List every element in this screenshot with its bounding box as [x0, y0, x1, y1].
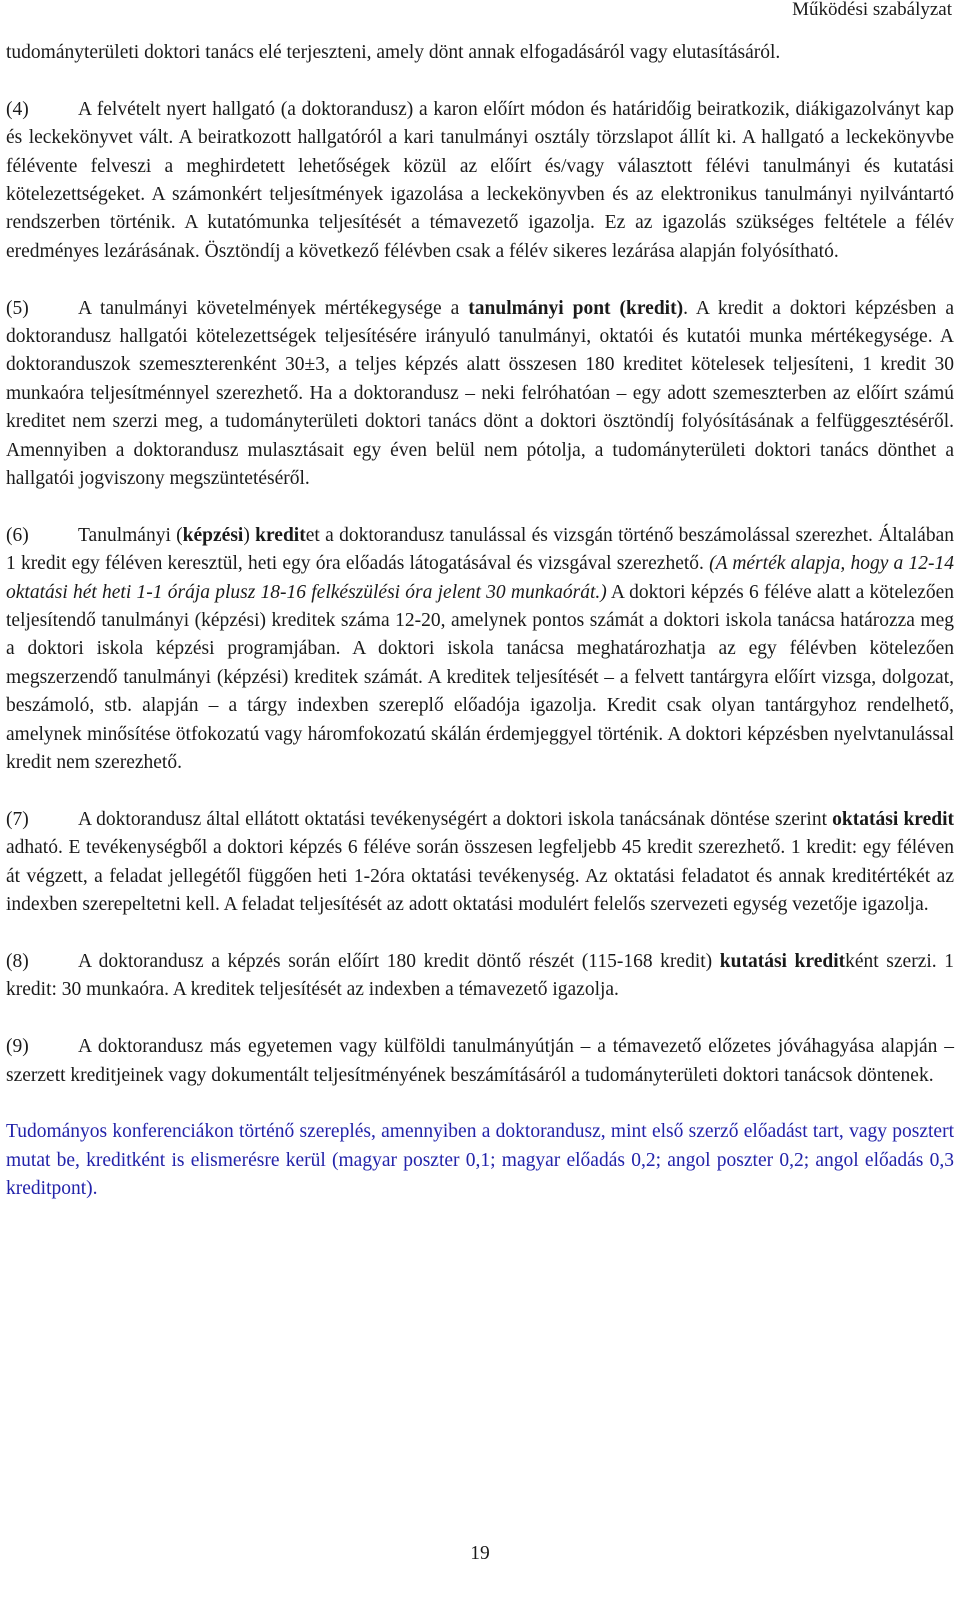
paragraph-text: A doktori képzés 6 féléve alatt a kötelezően teljesítendő tanulmányi (képzési) kreditek száma 12-20, amelynek pontos számát a doktori iskola tanácsa határozza meg a doktori iskola képzési programjában. A doktori iskola tanácsa meghatározhatja az egy félévben kötelezően megszerzendő tanulmányi (képzési) kreditek számát. A kreditek teljesítését – a felvett tantárgyra előírt vizsga, dolgozat, beszámoló, stb. alapján – a tárgy indexben szereplő előadója igazolja. Kredit csak olyan tantárgyhoz rendelhető, amelynek minősítése ötfokozatú vagy háromfokozatú skálán érdemjeggyel történik. A doktori képzésben nyelvtanulással kredit nem szerezhető. [6, 581, 954, 774]
paragraph-text: ) [243, 524, 256, 546]
bold-term: kredit [255, 524, 306, 546]
bold-term: oktatási kredit [832, 808, 954, 830]
paragraph-7 [6, 806, 954, 920]
paragraph-text: Tanulmányi ( [78, 524, 183, 546]
italic-note: (A mérték alapja, hogy a 12-14 oktatási hét heti 1-1 órája plusz 18-16 felkészülési óra jelent 30 munkaórát.) [6, 553, 954, 603]
paragraph-8 [6, 948, 954, 1005]
paragraph-text: adható. E tevékenységből a doktori képzés 6 féléve során összesen legfeljebb 45 kredit szerezhető. 1 kredit: egy féléven át végzett, a feladat jellegétől függően heti 1-2óra oktatási tevékenység. Az oktatási feladatot és annak kreditértékét az indexben szerepeltetni kell. A feladat teljesítését az adott oktatási modulért felelős szervezeti egység vezetője igazolja. [6, 837, 954, 916]
paragraph-3-continuation: tudományterületi doktori tanács elé terjeszteni, amely dönt annak elfogadásáról vagy elutasításáról. [6, 42, 781, 63]
bold-term: kutatási kredit [719, 950, 846, 972]
paragraph-text: A doktorandusz más egyetemen vagy külföldi tanulmányútján – a témavezető előzetes jóváhagyása alapján – szerzett kreditjeinek vagy dokumentált teljesítményének beszámításáról a tudományterületi doktori tanácsok döntenek. [6, 1036, 954, 1086]
bold-term: képzési [182, 524, 244, 546]
paragraph-number: (6) [6, 524, 29, 546]
page-header: Működési szabályzat [792, 0, 952, 20]
paragraph-text: A doktorandusz a képzés során előírt 180 kredit döntő részét (115-168 kredit) [78, 950, 720, 972]
page-number: 19 [470, 1543, 490, 1564]
paragraph-number: (8) [6, 950, 29, 972]
paragraph-text: . A kredit a doktori képzésben a doktorandusz hallgatói kötelezettségek teljesítésére irányuló tanulmányi, oktatói és kutatói munka mértékegysége. A doktoranduszok szemeszterenként 30±3, a teljes képzés alatt összesen 180 kreditet kötelesek teljesíteni, 1 kredit 30 munkaóra teljesítménnyel szerezhető. Ha a doktorandusz – neki felróhatóan – egy adott szemeszterben az előírt számú kreditet nem szerzi meg, a tudományterületi doktori tanács dönt a doktori ösztöndíj folyósításának a felfüggesztéséről. Amennyiben a doktorandusz mulasztásait egy éven belül nem pótolja, a tudományterületi doktori tanács dönthet a hallgatói jogviszony megszüntetéséről. [6, 297, 955, 490]
paragraph-6 [6, 522, 954, 778]
paragraph-text: et a doktorandusz tanulással és vizsgán történő beszámolással szerezhet. Általában 1 kredit egy féléven keresztül, heti egy óra előadás látogatásával és vizsgával szerezhető. [6, 524, 954, 575]
paragraph-number: (4) [6, 98, 29, 120]
paragraph-text: A tanulmányi követelmények mértékegysége a [78, 297, 469, 319]
paragraph-number: (9) [6, 1036, 29, 1058]
paragraph-4 [6, 96, 954, 266]
document-body [6, 39, 954, 1204]
paragraph-5 [6, 295, 954, 494]
paragraph-9 [6, 1033, 954, 1090]
paragraph-text: A doktorandusz által ellátott oktatási tevékenységért a doktori iskola tanácsának döntése szerint [78, 808, 833, 830]
paragraph-text: ként szerzi. 1 kredit: 30 munkaóra. A kreditek teljesítését az indexben a témavezető igazolja. [6, 950, 954, 1001]
paragraph-number: (7) [6, 808, 29, 830]
paragraph-text: A felvételt nyert hallgató (a doktorandusz) a karon előírt módon és határidőig beiratkozik, diákigazolványt kap és leckekönyvet vált. A beiratkozott hallgatóról a kari tanulmányi osztály törzslapot állít ki. A hallgató a leckekönyvbe félévente felveszi a meghirdetett lehetőségek közül az előírt és/vagy választott félévi tanulmányi és kutatási kötelezettségeket. A számonkért teljesítmények igazolása a leckekönyvben és az elektronikus tanulmányi nyilvántartó rendszerben történik. A kutatómunka teljesítését a témavezető igazolja. Ez az igazolás szükséges feltétele a félév eredményes lezárásának. Ösztöndíj a következő félévben csak a félév sikeres lezárása alapján folyósítható. [6, 98, 954, 262]
conference-credit-note: Tudományos konferenciákon történő szereplés, amennyiben a doktorandusz, mint első szerző előadást tart, vagy posztert mutat be, kreditként is elismerésre kerül (magyar poszter 0,1; magyar előadás 0,2; angol poszter 0,2; angol előadás 0,3 kreditpont). [6, 1121, 954, 1200]
bold-term: tanulmányi pont (kredit) [468, 297, 684, 319]
paragraph-number: (5) [6, 297, 29, 319]
